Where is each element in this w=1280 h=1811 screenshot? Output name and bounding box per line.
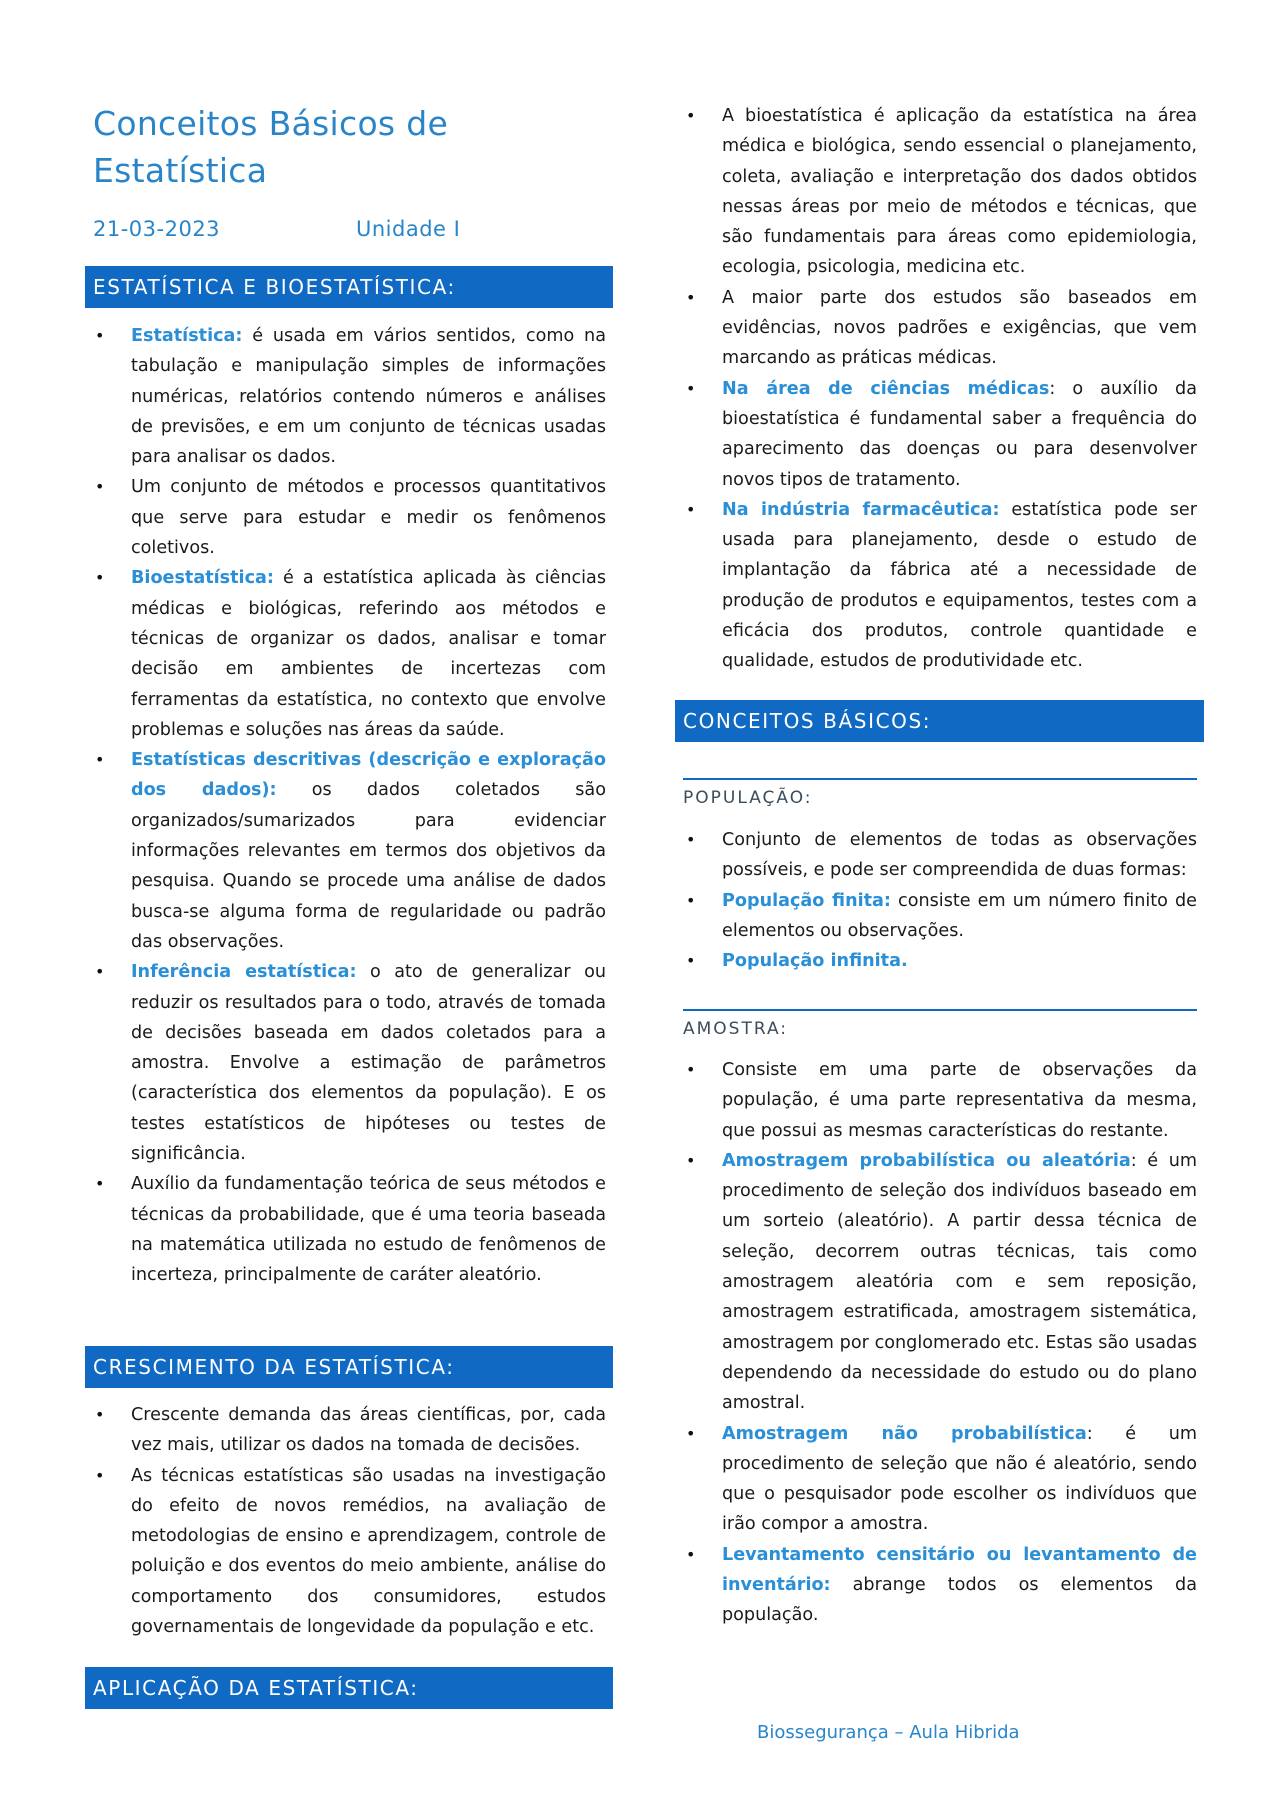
bullet-icon: • [95,750,105,770]
item-text: As técnicas estatísticas são usadas na investigação do efeito de novos remédios, na avaliação de metodologias de ensino e aprendizagem, controle de poluição e dos eventos do meio ambiente, análise do comportamento dos consumidores, estudos governamentais de longevidade da população e etc. [131,1465,606,1638]
bullet-icon: • [95,1405,105,1424]
item-text: é a estatística aplicada às ciências médicas e biológicas, referindo aos métodos e técnicas de organizar os dados, analisar e tomar decisão em ambientes de incertezas com ferramentas da estatística, no contexto que envolve problemas e soluções nas áreas da saúde. [131,568,606,740]
item-text: A maior parte dos estudos são baseados em evidências, novos padrões e exigências, que vem marcando as práticas médicas. [722,287,1197,369]
section-heading-crescimento: CRESCIMENTO DA ESTATÍSTICA: [85,1346,613,1388]
unit-label: Unidade I [356,217,461,241]
bullet-list-aplicacao [683,101,1197,677]
keyword: Amostragem não probabilística [722,1423,1087,1444]
bullet-icon: • [95,1465,105,1485]
bullet-icon: • [686,378,696,398]
bullet-icon: • [95,326,105,345]
bullet-icon: • [686,1423,696,1443]
item-text: : é um procedimento de seleção dos indivíduos baseado em um sorteio (aleatório). A partir dessa técnica de seleção, decorrem outras técnicas, tais como amostragem aleatória com e sem reposição, amostragem estratificada, amostragem sistemática, amostragem por conglomerado etc. Estas são usadas dependendo da necessidade do estudo ou do plano amostral. [722,1150,1197,1414]
date-label: 21-03-2023 [93,217,221,241]
keyword: Bioestatística: [131,568,274,589]
keyword: Amostragem probabilística ou aleatória [722,1150,1131,1171]
bullet-icon: • [95,962,105,982]
bullet-icon: • [686,1060,696,1079]
section-heading-conceitos: CONCEITOS BÁSICOS: [675,700,1204,742]
bullet-icon: • [686,499,696,519]
bullet-icon: • [686,1544,696,1564]
keyword: Estatística: [131,326,243,346]
keyword: População finita: [722,890,891,911]
list-item [683,1540,1197,1631]
list-item [683,825,1197,886]
item-text: o ato de generalizar ou reduzir os resultados para o todo, através de tomada de decisões baseada em dados coletados para a amostra. Envolve a estimação de parâmetros (característica dos elementos da população). E os testes estatísticos de hipóteses ou testes de significância. [131,962,606,1165]
subheading-rule-populacao [683,778,1197,780]
item-text: A bioestatística é aplicação da estatística na área médica e biológica, sendo essencial o planejamento, coleta, avaliação e interpretação dos dados obtidos nessas áreas por meio de métodos e técnicas, que são fundamentais para áreas como epidemiologia, ecologia, psicologia, medicina etc. [722,106,1197,278]
list-item [92,472,606,563]
item-text: : é um procedimento de seleção que não é aleatório, sendo que o pesquisador pode escolher os indivíduos que irão compor a amostra. [722,1423,1197,1535]
list-item [683,886,1197,947]
bullet-icon: • [686,287,696,307]
item-text: abrange todos os elementos da população. [722,1575,1197,1626]
subheading-amostra: AMOSTRA: [683,1019,789,1039]
list-item [683,101,1197,283]
list-item [683,946,1197,976]
subheading-rule-amostra [683,1009,1197,1011]
bullet-list-populacao [683,825,1197,976]
keyword: Levantamento censitário ou levantamento de inventário: [722,1544,1197,1596]
list-item [92,957,606,1169]
item-text: Consiste em uma parte de observações da população, é uma parte representativa da mesma, que possui as mesmas características do restante. [722,1060,1197,1141]
bullet-list-estatistica [92,321,606,1291]
bullet-icon: • [686,951,696,971]
bullet-icon: • [686,830,696,849]
list-item [683,283,1197,374]
keyword: Na indústria farmacêutica: [722,499,1000,520]
item-text: estatística pode ser usada para planejamento, desde o estudo de implantação da fábrica até a necessidade de produção de produtos e equipamentos, testes com a eficácia dos produtos, controle quantidade e qualidade, estudos de produtividade etc. [722,499,1197,672]
item-text: Auxílio da fundamentação teórica de seus métodos e técnicas da probabilidade, que é uma teoria baseada na matemática utilizada no estudo de fenômenos de incerteza, principalmente de caráter aleatório. [131,1174,606,1286]
section-heading-estatistica: ESTATÍSTICA E BIOESTATÍSTICA: [85,266,613,308]
page-title: Conceitos Básicos de Estatística [93,104,449,190]
item-text: Crescente demanda das áreas científicas, por, cada vez mais, utilizar os dados na tomada de decisões. [131,1405,606,1456]
list-item [683,374,1197,495]
list-item [92,1169,606,1290]
list-item [683,1146,1197,1419]
list-item [92,745,606,957]
bullet-list-amostra [683,1055,1197,1631]
subheading-populacao: POPULAÇÃO: [683,788,813,808]
bullet-icon: • [686,1150,696,1170]
list-item [683,495,1197,677]
list-item [92,1461,606,1643]
list-item [683,1055,1197,1146]
keyword: Inferência estatística: [131,962,357,983]
bullet-icon: • [686,106,696,125]
item-text: : o auxílio da bioestatística é fundamental saber a frequência do aparecimento das doenças ou para desenvolver novos tipos de tratamento. [722,378,1197,490]
bullet-list-crescimento [92,1400,606,1642]
item-text: consiste em um número finito de elementos ou observações. [722,890,1197,941]
item-text: é usada em vários sentidos, como na tabulação e manipulação simples de informações numéricas, relatórios contendo números e análises de previsões, e em um conjunto de técnicas usadas para analisar os dados. [131,326,606,468]
bullet-icon: • [95,477,105,497]
bullet-icon: • [95,1174,105,1194]
keyword: População infinita. [722,951,908,972]
footer-text: Biossegurança – Aula Hibrida [757,1722,1020,1743]
bullet-icon: • [95,568,105,588]
keyword: Estatísticas descritivas (descrição e exploração dos dados): [131,750,606,801]
list-item [92,321,606,472]
list-item [92,1400,606,1461]
item-text: Um conjunto de métodos e processos quantitativos que serve para estudar e medir os fenômenos coletivos. [131,477,606,559]
list-item [683,1419,1197,1540]
keyword: Na área de ciências médicas [722,378,1050,399]
item-text: Conjunto de elementos de todas as observações possíveis, e pode ser compreendida de duas formas: [722,830,1197,881]
item-text: os dados coletados são organizados/sumarizados para evidenciar informações relevantes em termos dos objetivos da pesquisa. Quando se procede uma análise de dados busca-se alguma forma de regularidade ou padrão das observações. [131,780,606,952]
list-item [92,563,606,745]
section-heading-aplicacao: APLICAÇÃO DA ESTATÍSTICA: [85,1667,613,1709]
bullet-icon: • [686,890,696,910]
